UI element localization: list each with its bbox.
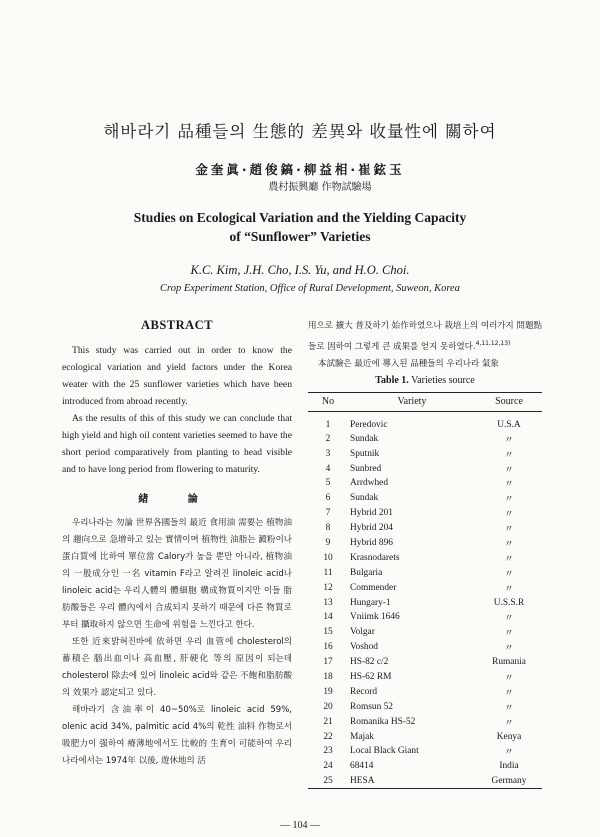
left-column [62,318,292,770]
table-row [308,565,542,580]
table-caption [308,375,542,386]
cell-no: 9 [325,538,331,548]
cell-variety: Sunbred [350,463,382,474]
korean-title: 해바라기 品種들의 生態的 差異와 收量性에 關하여 [103,122,497,141]
english-title [0,208,600,246]
table-row [308,670,542,685]
table-body [308,411,542,788]
cell-variety: Sundak [350,493,379,504]
cell-no: 5 [325,478,331,489]
table-row [308,729,542,744]
intro-paragraph-4: 本試驗은 最近에 導入된 品種들의 우리나라 氣象 [318,358,499,369]
cell-source: 〃 [504,614,514,625]
cell-no: 6 [325,493,331,504]
cell-no: 18 [323,672,333,683]
introduction-heading: 緖 論 [138,494,216,505]
cell-variety: Sputnik [350,448,380,459]
table-row [308,476,542,491]
cell-source: 〃 [504,569,514,580]
abstract-paragraph-2: As the results of this of this study we can conclude that high yield and high oil content varieties seemed to have the short period comparatively from planting to head visible and to have long period from flowering to maturity. [62,413,292,475]
cell-source: 〃 [504,703,514,714]
table-row [308,521,542,536]
cell-variety: Romanika HS-52 [350,716,416,727]
cell-source: 〃 [504,480,514,491]
table-label: Table 1. [375,374,409,386]
cell-source: India [499,761,519,772]
cell-source: 〃 [504,644,514,655]
cell-source: 〃 [504,718,514,729]
cell-source: 〃 [504,748,514,759]
english-affiliation: Crop Experiment Station, Office of Rural Development, Suweon, Korea [160,283,460,294]
table-row [308,640,542,655]
cell-variety: Romsun 52 [350,701,393,712]
cell-source: 〃 [504,540,514,550]
cell-variety: Hungary-1 [350,597,391,608]
cell-variety: Peredovic [350,419,388,430]
cell-no: 13 [323,597,333,608]
table-row [308,506,542,521]
cell-source: Rumania [492,657,526,668]
abstract-paragraph-1: This study was carried out in order to know the ecological variation and yield factors under the Korea weater with the 25 sunflower varieties which have been introduced from abroad recently. [62,345,292,407]
cell-variety: Sundak [350,433,379,444]
table-row [308,744,542,759]
table-row [308,411,542,431]
cell-no: 8 [325,523,331,534]
table-row [308,774,542,789]
cell-variety: HS-62 RM [350,672,392,683]
cell-no: 7 [325,508,331,519]
cell-source: 〃 [504,465,514,476]
table-row [308,580,542,595]
cell-source: 〃 [504,584,514,595]
cell-no: 14 [323,612,333,623]
korean-affiliation: 農村振興廳 作物試驗場 [268,182,372,193]
table-row [308,714,542,729]
cell-no: 20 [323,701,333,712]
cell-source: U.S.S.R [493,597,525,608]
table-row [308,550,542,565]
table-row [308,655,542,670]
cell-source: Kenya [496,731,522,742]
table-row [308,431,542,446]
intro-paragraph-3: 해바라기 含油率이 40~50%로 linoleic acid 59%, olenic acid 34%, palmitic acid 4%의 乾性 油料 作物로서 吸肥力이 强하여 瘠薄地에서도 比較的 生育이 可能하여 우리나라에서는 1974年 以後, 遊休地의 活 [62,705,292,766]
table-row [308,446,542,461]
header-variety: Variety [348,392,476,411]
korean-authors: 金奎眞·趙俊鎬·柳益相·崔鉉玉 [195,162,405,177]
cell-no: 23 [323,746,333,757]
page-number: — 104 — [280,820,320,831]
intro-continued-text: 用으로 擴大 普及하기 始作하였으나 栽培上의 여러가지 問題點들로 因하여 그렇게 큰 成果를 얻지 못하였다. [308,321,542,352]
table-row [308,491,542,506]
cell-variety: Volgar [350,627,375,638]
cell-no: 4 [325,463,331,474]
table-row [308,625,542,640]
cell-no: 17 [323,657,333,668]
english-title-line1: Studies on Ecological Variation and the Yielding Capacity [133,210,467,225]
cell-no: 1 [325,419,331,430]
cell-source: 〃 [504,688,514,699]
cell-variety: Hybrid 204 [350,523,393,534]
table-caption-text: Varieties source [411,374,475,386]
cell-variety: Arrdwhed [350,478,389,489]
cell-variety: Majak [350,731,374,742]
cell-variety: Voshod [350,642,378,653]
cell-variety: Bulgaria [350,567,383,578]
cell-no: 22 [323,731,333,742]
cell-source: 〃 [504,554,514,565]
table-row [308,461,542,476]
cell-source: 〃 [504,674,514,685]
cell-no: 11 [323,567,333,578]
cell-source: 〃 [504,525,514,536]
english-title-line2: of “Sunflower” Varieties [229,229,371,244]
cell-source: 〃 [504,510,514,521]
cell-source: 〃 [504,435,514,446]
table-row [308,699,542,714]
cell-source: U.S.A [497,419,521,430]
english-authors: K.C. Kim, J.H. Cho, I.S. Yu, and H.O. Choi. [190,263,410,277]
table-row [308,536,542,551]
cell-source: Germany [476,774,542,789]
table-row [308,759,542,774]
header-no: No [308,392,348,411]
cell-variety: HS-82 c/2 [350,657,389,668]
cell-no: 25 [308,774,348,789]
cell-variety: HESA [348,774,476,789]
reference-superscript: 4,11,12,13) [475,340,511,347]
cell-variety: Local Black Giant [350,746,419,757]
cell-variety: Hybrid 201 [350,508,393,519]
cell-variety: Commender [350,582,397,593]
cell-variety: Hybrid 896 [350,538,393,548]
cell-no: 21 [323,716,333,727]
table-header-row [308,392,542,411]
abstract-heading: ABSTRACT [140,318,214,332]
intro-paragraph-3-continued [308,318,542,356]
cell-no: 19 [323,686,333,697]
table-row [308,610,542,625]
cell-variety: Record [350,686,378,697]
right-column [308,318,542,789]
cell-source: 〃 [504,450,514,461]
cell-no: 15 [323,627,333,638]
intro-paragraph-2: 또한 近來밝혀진바에 依하면 우리 血管에 cholesterol의 蓄積은 腦出血이나 高血壓, 肝硬化 等의 原因이 되는데 cholesterol 除去에 있어 linoleic acid와 같은 不飽和脂肪酸의 效果가 認定되고 있다. [62,637,292,698]
cell-no: 24 [323,761,333,772]
intro-paragraph-1: 우리나라는 勿論 世界各國들의 最近 食用油 需要는 植物油의 趨向으로 急增하고 있는 實情이며 植物性 油脂는 澱粉이나 蛋白質에 比하여 單位當 Calory가 높을 뿐만 아니라, 植物油의 一般成分인 一名 vitamin F라고 알려진 linoleic acid나 linoleic acid는 우리人體의 體細胞 構成物質이지만 이들 脂肪酸들은 우리 體內에서 合成되지 못하기 때문에 다른 物質로부터 攝取하지 않으면 生命에 위험을 느낀다고 한다. [62,518,292,630]
cell-no: 16 [323,642,333,653]
varieties-table [308,392,542,789]
cell-variety: 68414 [350,761,374,772]
cell-variety: Vniimk 1646 [350,612,400,623]
header-source: Source [476,392,542,411]
cell-source: 〃 [504,495,514,506]
cell-no: 3 [325,448,331,459]
table-row [308,684,542,699]
cell-source: 〃 [504,629,514,640]
cell-no: 10 [323,552,333,563]
cell-variety: Krasnodarets [350,552,400,563]
cell-no: 12 [323,582,333,593]
cell-no: 2 [325,433,331,444]
table-row [308,595,542,610]
